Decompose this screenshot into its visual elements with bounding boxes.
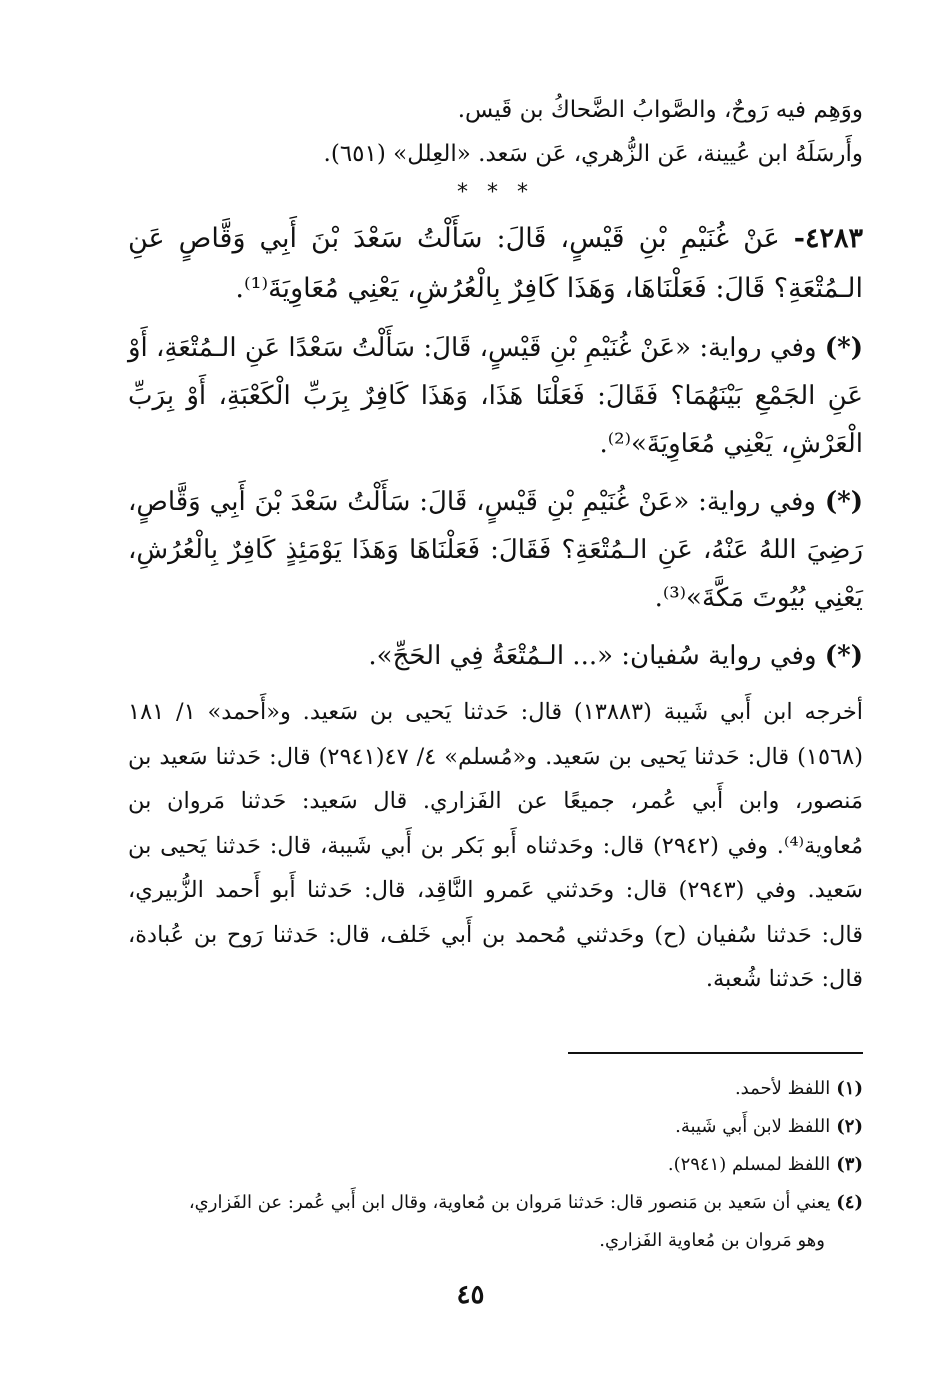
variant-marker: (*) bbox=[824, 487, 864, 517]
page-number: ٤٥ bbox=[456, 1280, 485, 1310]
intro-line-1: ووَهِم فيه رَوحٌ، والصَّوابُ الضَّحاكُ بن قَيس. bbox=[457, 97, 863, 123]
intro-line-2: وأَرسَلَهُ ابن عُيينة، عَن الزُّهري، عَن سَعد. «العِلل» (٦٥١). bbox=[323, 141, 863, 167]
footnote-1 bbox=[128, 1070, 863, 1108]
variant-marker: (*) bbox=[824, 333, 863, 363]
footnote-number: (٢) bbox=[836, 1116, 863, 1137]
footnote-text: يعني أن سَعيد بن مَنصور قال: حَدثنا مَروان بن مُعاوية، وقال ابن أَبي عُمر: عن الفَزاري، bbox=[188, 1192, 831, 1213]
variant-text: وفي رواية: «عَنْ غُنَيْمِ بْنِ قَيْسٍ، قَالَ: سَأَلْتُ سَعْدًا عَنِ الـمُتْعَةِ، أَوْ عَنِ الجَمْعِ بَيْنَهُمَا؟ فَقَالَ: فَعَلْنَا هَذَا، وَهَذَا كَافِرٌ بِرَبِّ الْكَعْبَةِ، أَوْ بِرَبِّ الْعَرْشِ، يَعْنِي مُعَاوِيَةَ»⁽²⁾. bbox=[128, 333, 863, 459]
variant-text: وفي رواية سُفيان: «... الـمُتْعَةُ فِي الحَجِّ». bbox=[368, 641, 817, 671]
footnote-divider bbox=[568, 1052, 863, 1054]
footnote-text: اللفظ لابن أَبي شَيبة. bbox=[675, 1116, 831, 1137]
footnotes bbox=[128, 1070, 863, 1260]
footnote-4-continuation: وهو مَروان بن مُعاوية الفَزاري. bbox=[599, 1230, 825, 1251]
hadith-number: ٤٢٨٣- bbox=[793, 223, 863, 254]
page-body bbox=[128, 88, 863, 1002]
footnote-text: اللفظ لأحمد. bbox=[734, 1078, 831, 1099]
variant-3 bbox=[128, 632, 863, 680]
footnote-number: (٤) bbox=[836, 1192, 863, 1213]
section-separator: * * * bbox=[457, 180, 534, 205]
footnote-number: (١) bbox=[836, 1078, 863, 1099]
footnote-text: اللفظ لمسلم (٢٩٤١). bbox=[667, 1154, 831, 1175]
hadith-body: عَنْ غُنَيْمِ بْنِ قَيْسٍ، قَالَ: سَأَلْتُ سَعْدَ بْنَ أَبِي وَقَّاصٍ عَنِ الـمُتْعَةِ؟ قَالَ: فَعَلْنَاهَا، وَهَذَا كَافِرٌ بِالْعُرُشِ، يَعْنِي مُعَاوِيَةَ⁽¹⁾. bbox=[128, 223, 863, 304]
variant-marker: (*) bbox=[824, 641, 863, 671]
footnote-4 bbox=[128, 1184, 863, 1222]
variant-2 bbox=[128, 478, 863, 622]
variant-text: وفي رواية: «عَنْ غُنَيْمِ بْنِ قَيْسٍ، قَالَ: سَأَلْتُ سَعْدَ بْنَ أَبِي وَقَّاصٍ، رَضِيَ اللهُ عَنْهُ، عَنِ الـمُتْعَةِ؟ فَقَالَ: فَعَلْنَاهَا وَهَذَا يَوْمَئِذٍ كَافِرٌ بِالْعُرُشِ، يَعْنِي بُيُوتَ مَكَّةَ»⁽³⁾. bbox=[128, 487, 863, 613]
footnote-3 bbox=[128, 1146, 863, 1184]
takhrij-paragraph: أخرجه ابن أَبي شَيبة (١٣٨٨٣) قال: حَدثنا يَحيى بن سَعيد. و«أَحمد» ١/ ١٨١ (١٥٦٨) قال: حَدثنا يَحيى بن سَعيد. و«مُسلم» ٤/ ٤٧(٢٩٤١) قال: حَدثنا سَعيد بن مَنصور، وابن أَبي عُمر، جميعًا عن الفَزاري. قال سَعيد: حَدثنا مَروان بن مُعاوية⁽⁴⁾. وفي (٢٩٤٢) قال: وحَدثناه أَبو بَكر بن أَبي شَيبة، قال: حَدثنا يَحيى بن سَعيد. وفي (٢٩٤٣) قال: وحَدثني عَمرو النَّاقِد، قال: حَدثنا أَبو أَحمد الزُّبيري، قال: حَدثنا سُفيان (ح) وحَدثني مُحمد بن أَبي خَلف، قال: حَدثنا رَوح بن عُبادة، قال: حَدثنا شُعبة. bbox=[128, 699, 864, 992]
footnote-2 bbox=[128, 1108, 863, 1146]
variant-1 bbox=[128, 324, 863, 468]
footnote-number: (٣) bbox=[836, 1154, 863, 1175]
hadith-text bbox=[128, 214, 863, 314]
